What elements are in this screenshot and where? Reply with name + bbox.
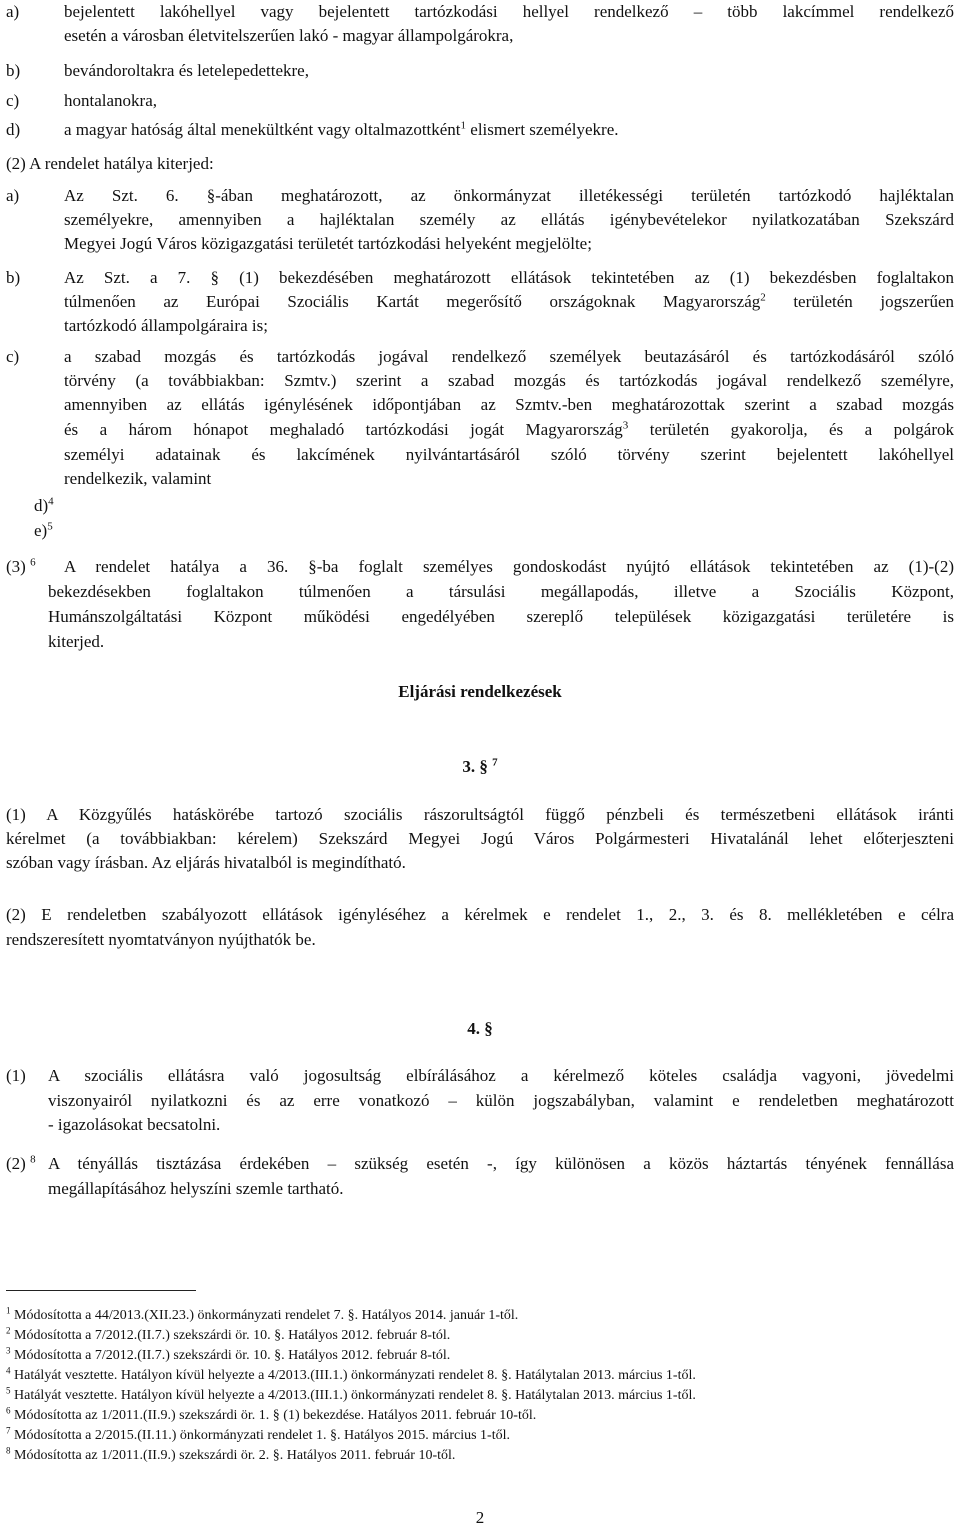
para2-c-line-6: rendelkezik, valamint [64, 469, 212, 488]
footnote-5: $^5$ Hatályát vesztette. Hatályon kívül helyezte a 4/2013.(III.1.) önkormányzati rendelet 8. §. Hatálytalan 2013. március 1-től. [6, 1385, 696, 1403]
para2-d: d)$^4$ [34, 495, 54, 515]
sec4-heading: 4. § [467, 1019, 493, 1038]
footnote-2: $^2$ Módosította a 7/2012.(II.7.) szekszárdi ör. 10. §. Hatályos 2012. február 8-tól. [6, 1325, 451, 1343]
footnote-ref[interactable]: 1 [460, 119, 467, 132]
sec4-p2-line-1: A tényállás tisztázása érdekében – szükség esetén -, így különösen a közös háztartás tényének fennállása [48, 1154, 954, 1173]
list-c-text: hontalanokra, [64, 91, 157, 110]
sec3-p2-line-2: rendszeresített nyomtatványon nyújthatók be. [6, 930, 316, 949]
footnote-ref[interactable]: 8 [30, 1153, 36, 1166]
para2-a-line-3: Megyei Jogú Város közigazgatási területét tartózkodási helyeként megjelölte; [64, 234, 592, 253]
para2-c-line-3: amennyiben az ellátás igénylésének időpontjában az Szmtv.-ben meghatározottak szerint a szabad mozgás [64, 395, 954, 414]
footnote-ref[interactable]: 4 [48, 495, 54, 508]
sec3-heading: 3. § $^7$ [462, 756, 498, 776]
para3-line-2: bekezdésekben foglaltakon túlmenően a társulási megállapodás, illetve a Szociális Központ, [48, 582, 954, 601]
sec4-p2-label: (2) $^8$ [6, 1153, 36, 1173]
para2-c-line-1: a szabad mozgás és tartózkodás jogával rendelkező személyek beutazásáról és tartózkodásáról szóló [64, 347, 954, 366]
para2-a-label: a) [6, 186, 20, 205]
para3-label: (3) $^6$ [6, 556, 36, 576]
para2-c-line-4: és a három hónapot meghaladó tartózkodási jogát Magyarország$^3$ területén gyakorolja, és a polgárok [64, 419, 954, 439]
para2-a-line-2: személyekre, amennyiben a hajléktalan személy az ellátás igénybevételekor nyilatkozatában Szekszárd [64, 210, 954, 229]
footnote-ref[interactable]: 2 [760, 291, 766, 304]
list-d-text: a magyar hatóság által menekültként vagy oltalmazottként$^1$ elismert személyekre. [64, 119, 619, 139]
para2-c-line-5: személyi adatainak és lakcímének nyilvántartásáról szóló törvény szerint bejelentett lakóhellyel [64, 445, 954, 464]
sec3-p2-line-1: (2) E rendeletben szabályozott ellátások igényléséhez a kérelmek e rendelet 1., 2., 3. és 8. mellékletében e célra [6, 905, 954, 924]
sec4-p1-line-1: A szociális ellátásra való jogosultság elbírálásához a kérelmező köteles családja vagyoni, jövedelmi [48, 1066, 954, 1085]
list-b-label: b) [6, 61, 21, 80]
footnote-ref[interactable]: 5 [47, 520, 53, 533]
footnote-1: $^1$ Módosította a 44/2013.(XII.23.) önkormányzati rendelet 7. §. Hatályos 2014. január 1-től. [6, 1305, 519, 1323]
sec4-p2-line-2: megállapításához helyszíni szemle tartható. [48, 1179, 344, 1198]
list-a-line-2: esetén a városban életvitelszerűen lakó - magyar állampolgárokra, [64, 26, 514, 45]
sec3-p1-line-2: kérelmet (a továbbiakban: kérelem) Szekszárd Megyei Jogú Város Polgármesteri Hivatalánál lehet előterjeszteni [6, 829, 954, 848]
page-number: 2 [475, 1508, 485, 1527]
para2-a-line-1: Az Szt. 6. §-ában meghatározott, az önkormányzat illetékességi területén tartózkodó hajléktalan [64, 186, 954, 205]
sec3-p1-line-1: (1) A Közgyűlés hatáskörébe tartozó szociális rászorultságtól függő pénzbeli és természetbeni ellátások iránti [6, 805, 954, 824]
footnote-4: $^4$ Hatályát vesztette. Hatályon kívül helyezte a 4/2013.(III.1.) önkormányzati rendelet 8. §. Hatálytalan 2013. március 1-től. [6, 1365, 696, 1383]
list-d-label: d) [6, 120, 21, 139]
para2-e: e)$^5$ [34, 520, 53, 540]
para2-b-label: b) [6, 268, 21, 287]
footnote-ref[interactable]: 6 [30, 556, 36, 569]
para3-line-1: A rendelet hatálya a 36. §-ba foglalt személyes gondoskodást nyújtó ellátások tekintetében az (1)-(2) [64, 557, 954, 576]
footnote-separator [6, 1290, 196, 1291]
list-a-line-1: bejelentett lakóhellyel vagy bejelentett tartózkodási hellyel rendelkező – több lakcímmel rendelkező [64, 2, 954, 21]
footnote-6: $^6$ Módosította az 1/2011.(II.9.) szekszárdi ör. 1. § (1) bekezdése. Hatályos 2011. február 10-től. [6, 1405, 537, 1423]
para2-c-label: c) [6, 347, 20, 366]
sec4-p1-label: (1) [6, 1066, 26, 1085]
footnote-3: $^3$ Módosította a 7/2012.(II.7.) szekszárdi ör. 10. §. Hatályos 2012. február 8-tól. [6, 1345, 451, 1363]
footnote-8: $^8$ Módosította az 1/2011.(II.9.) szekszárdi ör. 2. §. Hatályos 2011. február 10-től. [6, 1445, 456, 1463]
sec4-p1-line-2: viszonyairól nyilatkozni és az erre vonatkozó – külön jogszabályban, valamint e rendeletben meghatározott [48, 1091, 954, 1110]
footnote-7: $^7$ Módosította a 2/2015.(II.11.) önkormányzati rendelet 1. §. Hatályos 2015. március 1-től. [6, 1425, 510, 1443]
para2-b-line-2: túlmenően az Európai Szociális Kartát megerősítő országoknak Magyarország$^2$ területén jogszerűen [64, 291, 955, 311]
footnote-ref[interactable]: 7 [492, 756, 498, 769]
list-b-text: bevándoroltakra és letelepedettekre, [64, 61, 309, 80]
list-c-label: c) [6, 91, 20, 110]
footnote-ref[interactable]: 3 [622, 419, 629, 432]
para2-b-line-3: tartózkodó állampolgáraira is; [64, 316, 268, 335]
sec3-p1-line-3: szóban vagy írásban. Az eljárás hivatalból is megindítható. [6, 853, 406, 872]
para3-line-4: kiterjed. [48, 632, 105, 651]
list-a-label: a) [6, 2, 20, 21]
para2-intro: (2) A rendelet hatálya kiterjed: [6, 154, 214, 173]
para2-c-line-2: törvény (a továbbiakban: Szmtv.) szerint a szabad mozgás és tartózkodás jogával rendelkező személyre, [64, 371, 954, 390]
sec4-p1-line-3: - igazolásokat becsatolni. [48, 1115, 221, 1134]
para3-line-3: Humánszolgáltatási Központ működési engedélyében szereplő települések közigazgatási területére is [48, 607, 954, 626]
section-title: Eljárási rendelkezések [398, 682, 562, 701]
para2-b-line-1: Az Szt. a 7. § (1) bekezdésében meghatározott ellátások tekintetében az (1) bekezdésben foglaltakon [64, 268, 954, 287]
